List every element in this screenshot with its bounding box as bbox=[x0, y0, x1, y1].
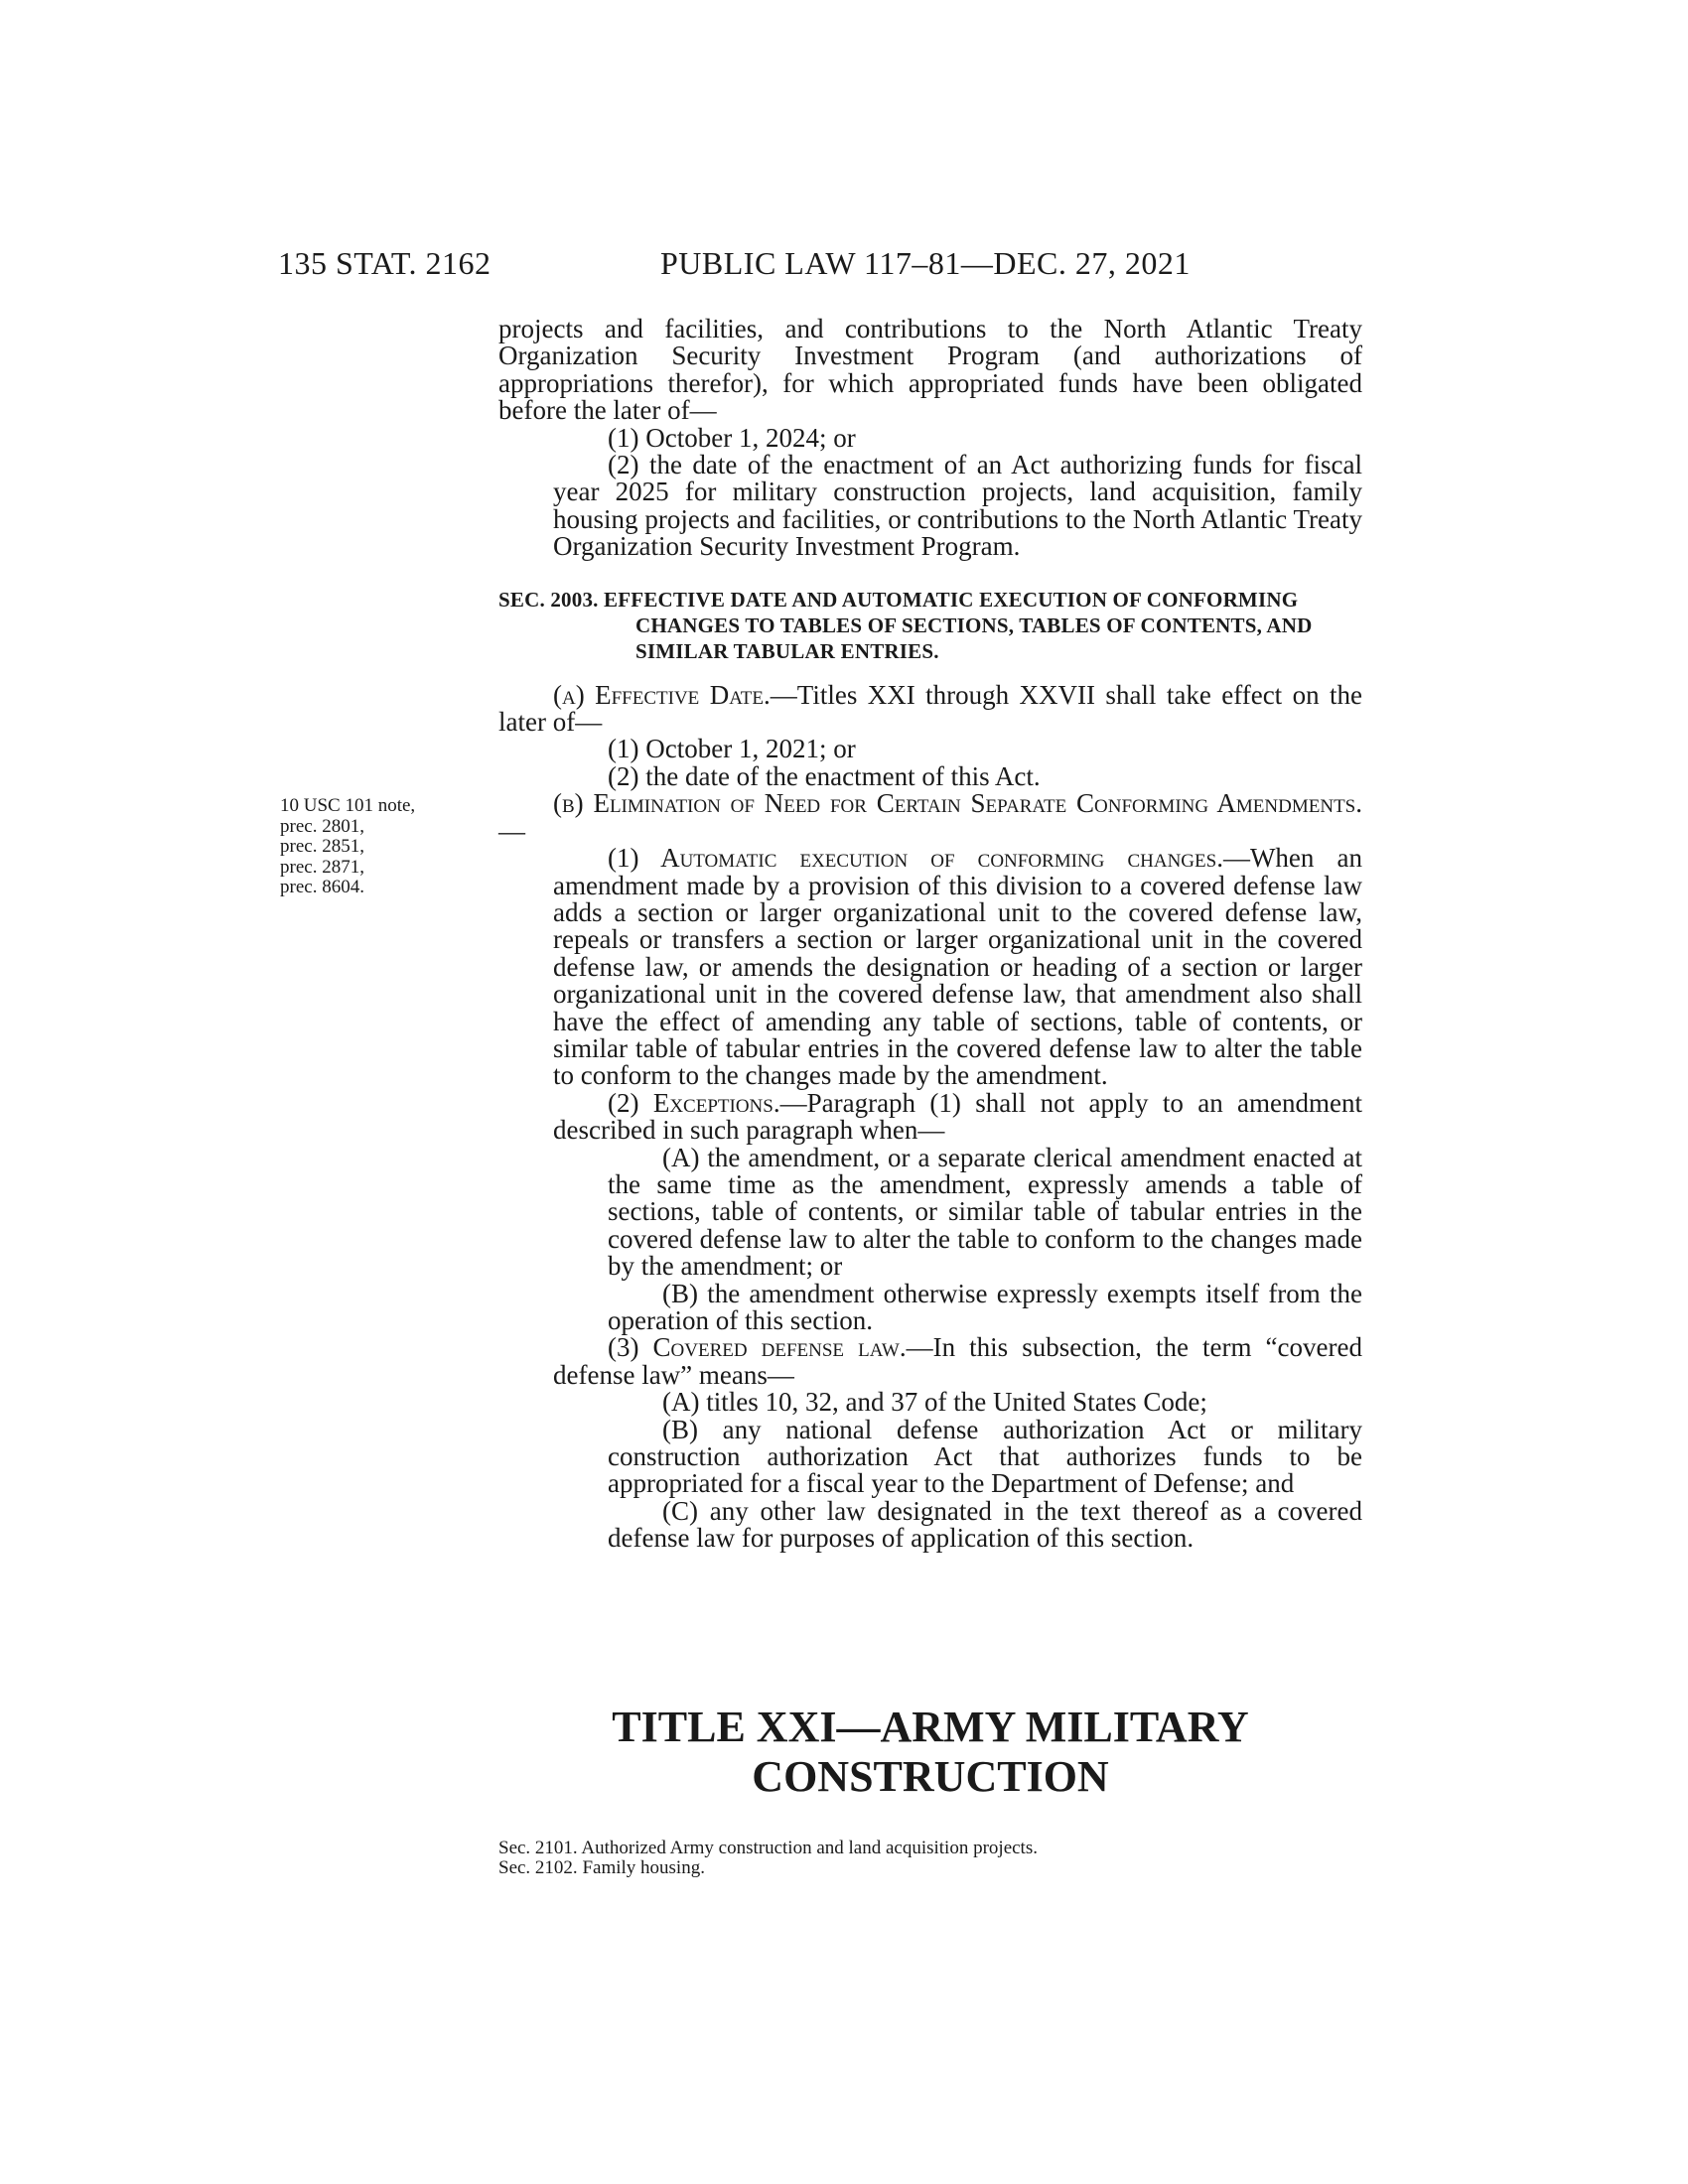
paragraph-b2-A: (A) the amendment, or a separate clerical amendment enacted at the same time as the amendment, expressly amends a table of sections, table of contents, or similar table of tabular entries in the covered defense law to alter the table to conform to the changes made by the amendment; or bbox=[608, 1142, 1362, 1282]
body-text bbox=[498, 316, 1362, 1553]
title-line-1: TITLE XXI—ARMY MILITARY bbox=[612, 1703, 1249, 1751]
subsection-b-dash: — bbox=[498, 815, 525, 846]
running-header: PUBLIC LAW 117–81—DEC. 27, 2021 bbox=[660, 245, 1191, 281]
paragraph-b1-text: —When an amendment made by a provision of this division to a covered defense law adds a section or larger organizational unit to the covered defense law, repeals or transfers a section or larger organizational unit in the covered defense law, or amends the designation or heading of a section or larger organizational unit in the covered defense law, that amendment also shall have the effect of amending any table of sections, table of contents, or similar table of tabular entries in the covered defense law to alter the table to conform to the changes made by the amendment. bbox=[553, 843, 1362, 1091]
table-of-sections bbox=[498, 1839, 1038, 1878]
margin-citation-line: prec. 2871, bbox=[280, 856, 364, 878]
toc-section-number: Sec. 2102. bbox=[498, 1857, 578, 1878]
toc-section-number: Sec. 2101. bbox=[498, 1838, 578, 1858]
section-heading: SEC. 2003. EFFECTIVE DATE AND AUTOMATIC EXECUTION OF CONFORMING CHANGES TO TABLES OF SECTIONS, TABLES OF CONTENTS, AND SIMILAR TABULAR ENTRIES. bbox=[498, 587, 1313, 663]
page-stat-number: 135 STAT. 2162 bbox=[278, 245, 492, 281]
paragraph-b1-label: (1) Automatic execution of conforming changes. bbox=[608, 843, 1223, 874]
margin-citation-line: prec. 2801, bbox=[280, 815, 364, 837]
paragraph-b3-A: (A) titles 10, 32, and 37 of the United States Code; bbox=[662, 1387, 1207, 1418]
paragraph-b3 bbox=[553, 1334, 1362, 1389]
toc-entry bbox=[498, 1858, 1038, 1878]
paragraph-b2-label: (2) Exceptions. bbox=[608, 1087, 780, 1118]
subsection-b bbox=[498, 790, 1362, 845]
subsection-a-item-2: (2) the date of the enactment of this Act. bbox=[608, 760, 1041, 791]
paragraph-b2-B: (B) the amendment otherwise expressly exempts itself from the operation of this section. bbox=[608, 1278, 1362, 1335]
title-heading bbox=[498, 1703, 1362, 1802]
toc-entry bbox=[498, 1839, 1038, 1858]
subsection-a-text: —Titles XXI through XXVII shall take effect on the later of— bbox=[498, 679, 1362, 738]
subsection-a-label: (a) Effective Date. bbox=[553, 679, 771, 710]
paragraph-b3-C: (C) any other law designated in the text thereof as a covered defense law for purposes of application of this section. bbox=[608, 1495, 1362, 1554]
subsection-a bbox=[498, 679, 1362, 738]
paragraph-b1 bbox=[553, 845, 1362, 1090]
continuation-item-1: (1) October 1, 2024; or bbox=[608, 422, 856, 453]
paragraph-b3-B: (B) any national defense authorization Act or military construction authorization Act that authorizes funds to be appropriated for a fiscal year to the Department of Defense; and bbox=[608, 1414, 1362, 1499]
paragraph-b2 bbox=[553, 1087, 1363, 1146]
title-line-2: CONSTRUCTION bbox=[752, 1752, 1109, 1801]
subsection-a-item-1: (1) October 1, 2021; or bbox=[608, 734, 856, 764]
toc-section-title: Family housing. bbox=[582, 1857, 705, 1878]
subsection-b-label: (b) Elimination of Need for Certain Separate Conforming Amendments. bbox=[553, 788, 1362, 819]
margin-citation-line: 10 USC 101 note, bbox=[280, 795, 416, 816]
margin-citation bbox=[280, 796, 479, 898]
paragraph-b3-text: —In this subsection, the term “covered defense law” means— bbox=[553, 1332, 1362, 1390]
paragraph-b2-text: —Paragraph (1) shall not apply to an amendment described in such paragraph when— bbox=[553, 1087, 1363, 1146]
continuation-item-2: (2) the date of the enactment of an Act authorizing funds for fiscal year 2025 for military construction projects, land acquisition, family housing projects and facilities, or contributions to the North Atlantic Treaty Organization Security Investment Program. bbox=[553, 450, 1362, 562]
paragraph-b3-label: (3) Covered defense law. bbox=[608, 1332, 907, 1363]
toc-section-title: Authorized Army construction and land acquisition projects. bbox=[581, 1838, 1038, 1858]
margin-citation-line: prec. 2851, bbox=[280, 836, 364, 857]
margin-citation-line: prec. 8604. bbox=[280, 877, 364, 897]
continuation-paragraph: projects and facilities, and contributions to the North Atlantic Treaty Organization Security Investment Program (and authorizations of appropriations therefor), for which appropriated funds have been obligated before the later of— bbox=[498, 314, 1362, 426]
